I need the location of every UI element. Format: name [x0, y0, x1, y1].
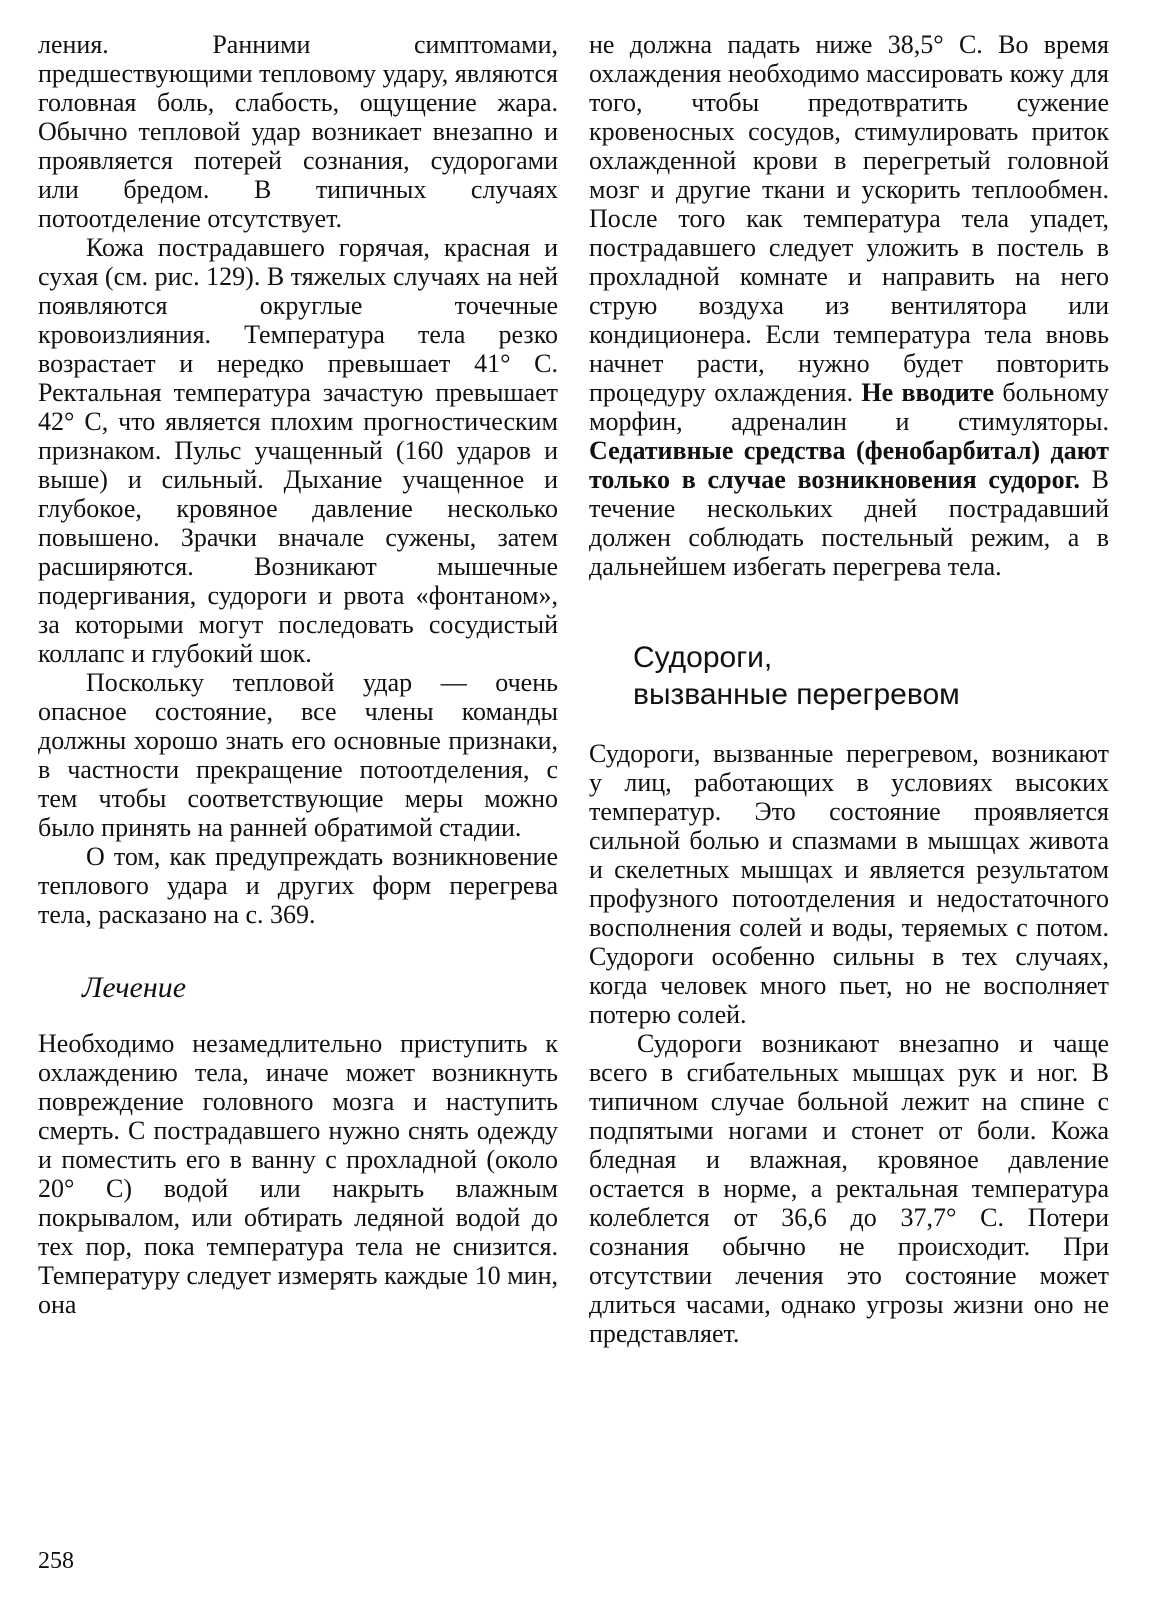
right-column	[589, 30, 1109, 1348]
paragraph-heat-cramps-cause: Судороги, вызванные перегревом, возникают у лиц, работающих в условиях высоких температур. Это состояние проявляется сильной болью и спазмами в мышцах живота и скелетных мышцах и является результатом профузного потоотделения и недостаточного восполнения солей и воды, теряемых с потом. Судороги особенно сильны в тех случаях, когда человек много пьет, но не восполняет потерю солей.	[589, 739, 1109, 1029]
section-heading-line-1: Судороги,	[633, 641, 773, 674]
treatment-heading: Лечение	[82, 971, 187, 1004]
paragraph-danger-warning: Поскольку тепловой удар — очень опасное состояние, все члены команды должны хорошо знать его основные признаки, в частности прекращение потоотделения, с тем чтобы соответствующие меры можно было принять на ранней обратимой стадии.	[38, 668, 558, 842]
paragraph-heat-cramps-signs: Судороги возникают внезапно и чаще всего в сгибательных мышцах рук и ног. В типичном случае больной лежит на спине с подпятыми ногами и стонет от боли. Кожа бледная и влажная, кровяное давление остается в норме, а ректальная температура колеблется от 36,6 до 37,7° С. Потери сознания обычно не происходит. При отсутствии лечения это состояние может длиться часами, однако угрозы жизни оно не представляет.	[589, 1029, 1109, 1348]
paragraph-skin-signs: Кожа пострадавшего горячая, красная и сухая (см. рис. 129). В тяжелых случаях на ней появляются округлые точечные кровоизлияния. Температура тела резко возрастает и нередко превышает 41° С. Ректальная температура зачастую превышает 42° С, что является плохим прогностическим признаком. Пульс учащенный (160 ударов и выше) и сильный. Дыхание учащенное и глубокое, кровяное давление несколько повышено. Зрачки вначале сужены, затем расширяются. Возникают мышечные подергивания, судороги и рвота «фонтаном», за которыми могут последовать сосудистый коллапс и глубокий шок.	[38, 233, 558, 668]
bold-sedatives-note: Седативные средства (фенобарбитал) дают только в случае возникновения судорог.	[589, 436, 1109, 494]
section-heading-heat-cramps	[633, 639, 1109, 713]
bold-do-not-inject: Не вводите	[861, 378, 995, 407]
text-cooling-procedure: не должна падать ниже 38,5° С. Во время охлаждения необходимо массировать кожу для того, чтобы предотвратить сужение кровеносных сосудов, стимулировать приток охлажденной крови в перегретый головной мозг и другие ткани и ускорить теплообмен. После того как температура тела упадет, пострадавшего следует уложить в постель в прохладной комнате и направить на него струю воздуха из вентилятора или кондиционера. Если температура тела вновь начнет расти, нужно будет повторить процедуру охлаждения.	[589, 30, 1109, 407]
paragraph-prevention-reference: О том, как предупреждать возникновение теплового удара и других форм перегрева тела, расказано на с. 369.	[38, 842, 558, 929]
section-heading-line-2: вызванные перегревом	[633, 678, 960, 711]
page-number: 258	[38, 1548, 74, 1574]
left-column	[38, 30, 558, 1319]
paragraph-heatstroke-symptoms: ления. Ранними симптомами, предшествующими тепловому удару, являются головная боль, слабость, ощущение жара. Обычно тепловой удар возникает внезапно и проявляется потерей сознания, судорогами или бредом. В типичных случаях потоотделение отсутствует.	[38, 30, 558, 233]
text-medications: больному морфин, адреналин и стимуляторы.	[589, 378, 1109, 436]
text-bed-rest: В течение нескольких дней пострадавший должен соблюдать постельный режим, а в дальнейшем избегать перегрева тела.	[589, 465, 1110, 581]
paragraph-treatment-continued	[589, 30, 1109, 581]
paragraph-treatment-cooling: Необходимо незамедлительно приступить к охлаждению тела, иначе может возникнуть повреждение головного мозга и наступить смерть. С пострадавшего нужно снять одежду и поместить его в ванну с прохладной (около 20° С) водой или накрыть влажным покрывалом, или обтирать ледяной водой до тех пор, пока температура тела не снизится. Температуру следует измерять каждые 10 мин, она	[38, 1029, 558, 1319]
